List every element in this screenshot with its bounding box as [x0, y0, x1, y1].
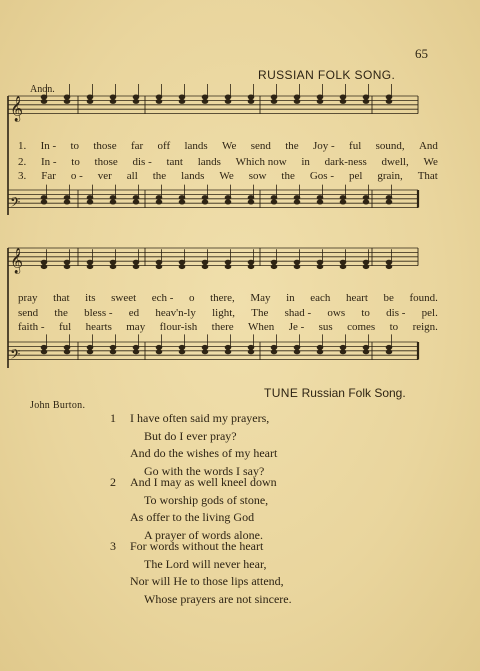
note-head [156, 196, 162, 200]
lyrics-bottom-line-3 [18, 321, 438, 333]
note-head [110, 260, 116, 264]
note-head [225, 265, 231, 269]
lyric-syllable: pel [348, 170, 363, 182]
note-head [179, 260, 185, 264]
lyric-syllable: ed [128, 307, 140, 319]
lyric-syllable: ech - [151, 292, 174, 304]
note-head [386, 265, 392, 269]
note-head [202, 350, 208, 354]
note-head [41, 196, 47, 200]
lyric-syllable: In - [40, 156, 57, 168]
lyricist-attribution: Anon. [30, 84, 55, 95]
lyric-syllable: that [53, 292, 70, 304]
note-head [225, 350, 231, 354]
lyrics-top-line-1 [18, 140, 438, 152]
lyric-syllable: dis - [132, 156, 152, 168]
note-head [225, 260, 231, 264]
lyric-syllable: send [250, 140, 271, 152]
lyric-syllable: those [94, 156, 118, 168]
lyric-syllable: the [281, 170, 295, 182]
lyric-syllable: may [126, 321, 146, 333]
bass-clef-icon: 𝄢 [10, 194, 21, 214]
note-head [156, 260, 162, 264]
note-head [294, 260, 300, 264]
note-head [202, 99, 208, 103]
lyric-syllable: sow [248, 170, 267, 182]
note-head [64, 200, 70, 204]
lyric-syllable: to [389, 321, 399, 333]
note-head [317, 99, 323, 103]
note-head [271, 200, 277, 204]
note-head [294, 95, 300, 99]
lyric-syllable: That [417, 170, 438, 182]
note-head [41, 99, 47, 103]
note-head [64, 265, 70, 269]
lyric-syllable: be [383, 292, 394, 304]
verse-2 [110, 474, 277, 544]
lyric-syllable: shad - [284, 307, 312, 319]
note-head [110, 345, 116, 349]
note-head [202, 200, 208, 204]
lyric-syllable: Joy - [313, 140, 335, 152]
tune-name: Russian Folk Song. [301, 386, 406, 400]
note-head [87, 196, 93, 200]
note-head [156, 350, 162, 354]
note-head [179, 265, 185, 269]
note-head [317, 350, 323, 354]
lyric-syllable: in [286, 292, 295, 304]
lyric-syllable: the [54, 307, 68, 319]
note-head [156, 95, 162, 99]
note-head [64, 99, 70, 103]
lyric-syllable: the [285, 140, 299, 152]
lyric-syllable: faith - [18, 321, 45, 333]
note-head [64, 350, 70, 354]
verse-line: The Lord will never hear, [144, 556, 267, 571]
tune-line [264, 386, 406, 400]
note-head [133, 350, 139, 354]
verse-line: Whose prayers are not sincere. [144, 591, 292, 606]
lyric-syllable: dwell, [381, 156, 409, 168]
lyric-syllable: o - [70, 170, 83, 182]
lyrics-bottom-line-2 [18, 307, 438, 319]
note-head [202, 345, 208, 349]
note-head [64, 345, 70, 349]
note-head [87, 265, 93, 269]
note-head [133, 265, 139, 269]
lyric-syllable: each [310, 292, 331, 304]
note-head [386, 200, 392, 204]
note-head [179, 196, 185, 200]
lyric-syllable: The [251, 307, 269, 319]
note-head [386, 350, 392, 354]
lyric-syllable: ver [97, 170, 112, 182]
note-head [202, 196, 208, 200]
lyric-syllable: ows [327, 307, 346, 319]
lyric-syllable: to [70, 140, 80, 152]
verse-number: 1 [110, 411, 116, 425]
note-head [225, 345, 231, 349]
tune-label: TUNE [264, 386, 299, 400]
note-head [225, 99, 231, 103]
verse-line: To worship gods of stone, [144, 492, 269, 507]
note-head [271, 350, 277, 354]
note-head [179, 99, 185, 103]
lyric-syllable: sus [318, 321, 333, 333]
note-head [202, 95, 208, 99]
note-head [248, 196, 254, 200]
lyric-syllable: heav'n-ly [155, 307, 196, 319]
note-head [294, 200, 300, 204]
note-head [133, 200, 139, 204]
note-head [156, 265, 162, 269]
lyric-syllable: in [301, 156, 310, 168]
verse-3 [110, 538, 292, 608]
note-head [363, 99, 369, 103]
note-head [271, 99, 277, 103]
note-head [133, 95, 139, 99]
lyric-syllable: 3. [18, 170, 27, 182]
note-head [110, 196, 116, 200]
note-head [271, 260, 277, 264]
verse-number: 2 [110, 475, 116, 489]
note-head [386, 260, 392, 264]
note-head [41, 350, 47, 354]
lyric-syllable: Je - [288, 321, 305, 333]
lyric-syllable: o [189, 292, 195, 304]
note-head [179, 350, 185, 354]
note-head [340, 99, 346, 103]
note-head [340, 350, 346, 354]
note-head [64, 196, 70, 200]
lyric-syllable: pray [18, 292, 38, 304]
lyric-syllable: there [211, 321, 234, 333]
lyric-syllable: to [361, 307, 370, 319]
note-head [87, 99, 93, 103]
lyric-syllable: grain, [377, 170, 403, 182]
note-head [271, 196, 277, 200]
lyric-syllable: send [18, 307, 39, 319]
lyric-syllable: We [219, 170, 234, 182]
lyric-syllable: lands [184, 140, 208, 152]
note-head [179, 200, 185, 204]
lyric-syllable: sweet [111, 292, 137, 304]
note-head [225, 95, 231, 99]
note-head [87, 200, 93, 204]
note-head [294, 265, 300, 269]
lyric-syllable: 2. [18, 156, 27, 168]
note-head [271, 345, 277, 349]
note-head [363, 260, 369, 264]
note-head [271, 265, 277, 269]
lyric-syllable: flour-ish [159, 321, 198, 333]
note-head [340, 95, 346, 99]
bass-clef-icon: 𝄢 [10, 346, 21, 366]
lyric-syllable: sound, [375, 140, 405, 152]
note-head [41, 265, 47, 269]
lyric-syllable: those [93, 140, 117, 152]
note-head [363, 265, 369, 269]
verse-line: A prayer of words alone. [144, 527, 263, 542]
note-head [133, 260, 139, 264]
lyric-syllable: the [152, 170, 167, 182]
lyric-syllable: 1. [18, 140, 27, 152]
lyric-syllable: all [126, 170, 138, 182]
note-head [156, 200, 162, 204]
verse-line: For words without the heart [130, 539, 264, 553]
note-head [87, 350, 93, 354]
lyric-syllable: bless - [84, 307, 113, 319]
lyric-syllable: hearts [85, 321, 112, 333]
lyric-syllable: off [157, 140, 171, 152]
lyric-syllable: When [248, 321, 275, 333]
lyric-syllable: pel. [421, 307, 438, 319]
lyric-syllable: found. [409, 292, 438, 304]
note-head [41, 95, 47, 99]
note-head [340, 265, 346, 269]
lyric-syllable: dark-ness [324, 156, 367, 168]
verse-line: As offer to the living God [130, 510, 255, 524]
treble-clef-icon: 𝄞 [10, 248, 24, 274]
note-head [317, 260, 323, 264]
note-head [363, 95, 369, 99]
note-head [110, 265, 116, 269]
lyric-syllable: lands [197, 156, 221, 168]
verse-line: Go with the words I say? [144, 463, 265, 478]
note-head [248, 345, 254, 349]
note-head [294, 99, 300, 103]
verse-line: I have often said my prayers, [130, 411, 270, 425]
note-head [317, 200, 323, 204]
lyric-syllable: there, [210, 292, 235, 304]
note-head [363, 200, 369, 204]
lyric-syllable: Far [41, 170, 56, 182]
verse-line: Nor will He to those lips attend, [130, 574, 284, 588]
verse-1 [110, 410, 277, 480]
note-head [133, 345, 139, 349]
note-head [317, 95, 323, 99]
page-number: 65 [415, 46, 428, 61]
note-head [317, 345, 323, 349]
treble-clef-icon: 𝄞 [10, 96, 24, 122]
note-head [64, 260, 70, 264]
note-head [87, 260, 93, 264]
note-head [271, 95, 277, 99]
note-head [248, 265, 254, 269]
note-head [110, 99, 116, 103]
lyric-syllable: lands [181, 170, 205, 182]
note-head [340, 345, 346, 349]
note-head [363, 196, 369, 200]
note-head [179, 345, 185, 349]
verse-number: 3 [110, 539, 116, 553]
note-head [248, 350, 254, 354]
lyrics-top-line-3 [18, 170, 438, 182]
note-head [317, 196, 323, 200]
lyric-syllable: May [250, 292, 271, 304]
note-head [386, 95, 392, 99]
note-head [386, 196, 392, 200]
note-head [64, 95, 70, 99]
tune-attribution: RUSSIAN FOLK SONG. [258, 68, 396, 82]
note-head [41, 260, 47, 264]
lyric-syllable: reign. [412, 321, 438, 333]
note-head [294, 196, 300, 200]
note-head [225, 200, 231, 204]
verse-line: And I may as well kneel down [130, 475, 277, 489]
note-head [202, 265, 208, 269]
note-head [363, 350, 369, 354]
lyric-syllable: light, [212, 307, 235, 319]
note-head [363, 345, 369, 349]
lyric-syllable: comes [347, 321, 376, 333]
lyric-syllable: its [85, 292, 96, 304]
note-head [248, 200, 254, 204]
note-head [41, 345, 47, 349]
note-head [248, 99, 254, 103]
lyric-syllable: far [130, 140, 144, 152]
note-head [225, 196, 231, 200]
verse-line: But do I ever pray? [144, 428, 237, 443]
lyric-syllable: We [423, 156, 438, 168]
note-head [179, 95, 185, 99]
note-head [110, 200, 116, 204]
note-head [294, 345, 300, 349]
lyrics-top-line-2 [18, 156, 438, 168]
lyric-syllable: And [418, 140, 438, 152]
note-head [248, 260, 254, 264]
lyric-syllable: ful [58, 321, 72, 333]
note-head [386, 345, 392, 349]
note-head [87, 95, 93, 99]
lyric-syllable: Which now [235, 156, 287, 168]
note-head [386, 99, 392, 103]
note-head [110, 350, 116, 354]
note-head [133, 99, 139, 103]
note-head [133, 196, 139, 200]
lyric-syllable: to [71, 156, 80, 168]
note-head [340, 260, 346, 264]
note-head [202, 260, 208, 264]
note-head [248, 95, 254, 99]
note-head [340, 196, 346, 200]
note-head [156, 345, 162, 349]
lyric-syllable: ful [349, 140, 362, 152]
note-head [110, 95, 116, 99]
note-head [294, 350, 300, 354]
verse-line: And do the wishes of my heart [130, 446, 278, 460]
note-head [317, 265, 323, 269]
lyric-syllable: We [222, 140, 237, 152]
lyric-syllable: In - [40, 140, 57, 152]
author-name: John Burton. [30, 400, 86, 411]
lyric-syllable: dis - [386, 307, 406, 319]
note-head [41, 200, 47, 204]
lyrics-bottom-line-1 [18, 292, 438, 304]
lyric-syllable: heart [345, 292, 368, 304]
note-head [340, 200, 346, 204]
note-head [156, 99, 162, 103]
lyric-syllable: tant [166, 156, 183, 168]
note-head [87, 345, 93, 349]
lyric-syllable: Gos - [309, 170, 334, 182]
